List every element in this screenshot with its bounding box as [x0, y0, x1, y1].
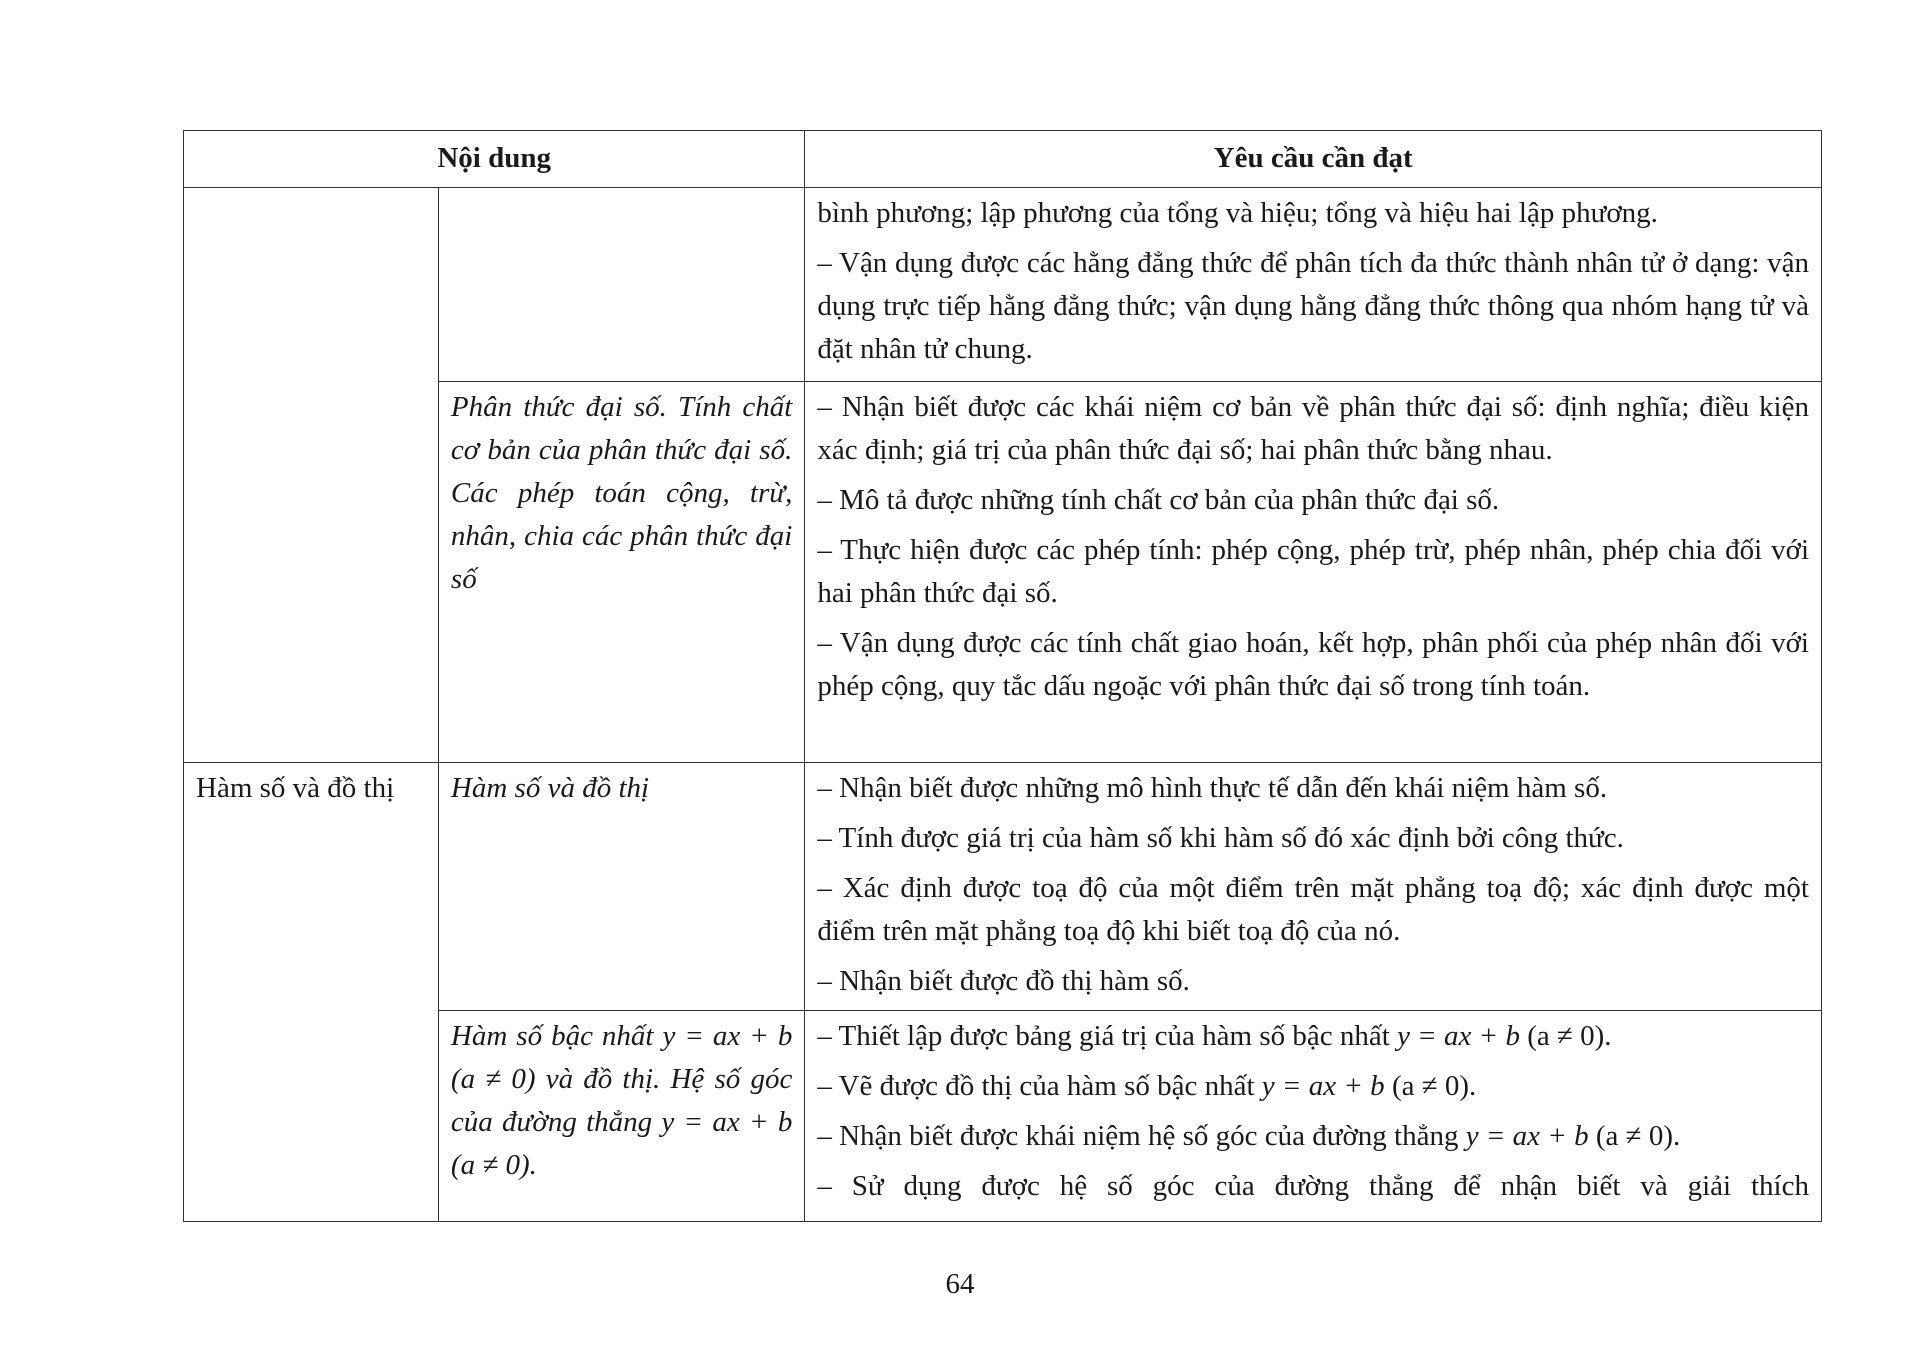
- page-number: 64: [945, 1268, 975, 1300]
- topic-cell: Hàm số và đồ thị: [184, 763, 439, 1222]
- content-text-part: và đồ thị. Hệ số góc của đường thẳng: [450, 1063, 793, 1138]
- formula: y = ax + b: [1397, 1020, 1520, 1052]
- content-cell: [438, 763, 804, 1011]
- table-row: [184, 763, 1822, 1011]
- requirement-item: – Thực hiện được các phép tính: phép cộng, phép trừ, phép nhân, phép chia đối với hai phân thức đại số.: [817, 534, 1809, 609]
- requirement-item: – Nhận biết được những mô hình thực tế dẫn đến khái niệm hàm số.: [817, 772, 1608, 804]
- requirement-item: – Xác định được toạ độ của một điểm trên mặt phẳng toạ độ; xác định được một điểm trên mặt phẳng toạ độ khi biết toạ độ của nó.: [817, 872, 1809, 947]
- content-text-part: .: [529, 1149, 537, 1181]
- content-cell: [438, 1011, 804, 1222]
- requirement-item: – Vận dụng được các tính chất giao hoán, kết hợp, phân phối của phép nhân đối với phép cộng, quy tắc dấu ngoặc với phân thức đại số trong tính toán.: [817, 627, 1809, 702]
- requirement-item: [817, 1115, 1809, 1158]
- formula: y = ax + b: [1465, 1120, 1589, 1152]
- requirement-item: [817, 1015, 1809, 1058]
- content-text: Hàm số và đồ thị: [450, 772, 650, 804]
- formula-condition: (a ≠ 0).: [1384, 1070, 1477, 1102]
- requirement-item: – Nhận biết được đồ thị hàm số.: [817, 965, 1190, 997]
- content-cell: [438, 382, 804, 763]
- requirement-text: – Vẽ được đồ thị của hàm số bậc nhất: [817, 1070, 1262, 1102]
- formula: y = ax + b (a ≠ 0): [450, 1020, 793, 1095]
- requirement-item: – Vận dụng được các hằng đẳng thức để phân tích đa thức thành nhân tử ở dạng: vận dụng trực tiếp hằng đẳng thức; vận dụng hằng đẳng thức thông qua nhóm hạng tử và đặt nhân tử chung.: [817, 247, 1809, 365]
- curriculum-table: [183, 130, 1822, 1222]
- header-content: Nội dung: [184, 131, 805, 188]
- content-cell-empty: [438, 188, 804, 382]
- requirement-item: – Sử dụng được hệ số góc của đường thẳng để nhận biết và giải thích: [817, 1170, 1809, 1202]
- header-requirements: Yêu cầu cần đạt: [805, 131, 1822, 188]
- requirement-item: – Nhận biết được các khái niệm cơ bản về phân thức đại số: định nghĩa; điều kiện xác định; giá trị của phân thức đại số; hai phân thức bằng nhau.: [817, 391, 1809, 466]
- table-header-row: [184, 131, 1822, 188]
- formula: y = ax + b: [1261, 1070, 1385, 1102]
- requirements-cell: [805, 1011, 1822, 1222]
- table-row: [184, 188, 1822, 382]
- content-text: [451, 1015, 792, 1187]
- formula-condition: (a ≠ 0).: [1588, 1120, 1681, 1152]
- requirement-text: – Nhận biết được khái niệm hệ số góc của đường thẳng: [817, 1120, 1466, 1152]
- requirements-cell: [805, 763, 1822, 1011]
- requirement-item: – Tính được giá trị của hàm số khi hàm số đó xác định bởi công thức.: [817, 822, 1624, 854]
- requirement-item: bình phương; lập phương của tổng và hiệu; tổng và hiệu hai lập phương.: [817, 197, 1658, 229]
- requirement-text: – Thiết lập được bảng giá trị của hàm số bậc nhất: [817, 1020, 1398, 1052]
- requirements-cell: [805, 188, 1822, 382]
- requirement-item: – Mô tả được những tính chất cơ bản của phân thức đại số.: [817, 484, 1500, 516]
- content-text-part: Hàm số bậc nhất: [450, 1020, 663, 1052]
- requirement-item: [817, 1065, 1809, 1108]
- formula: y = ax + b (a ≠ 0): [450, 1106, 793, 1181]
- requirements-cell: [805, 382, 1822, 763]
- formula-condition: (a ≠ 0).: [1519, 1020, 1612, 1052]
- topic-cell-empty: [184, 188, 439, 763]
- content-text: Phân thức đại số. Tính chất cơ bản của phân thức đại số. Các phép toán cộng, trừ, nhân, chia các phân thức đại số: [450, 391, 793, 595]
